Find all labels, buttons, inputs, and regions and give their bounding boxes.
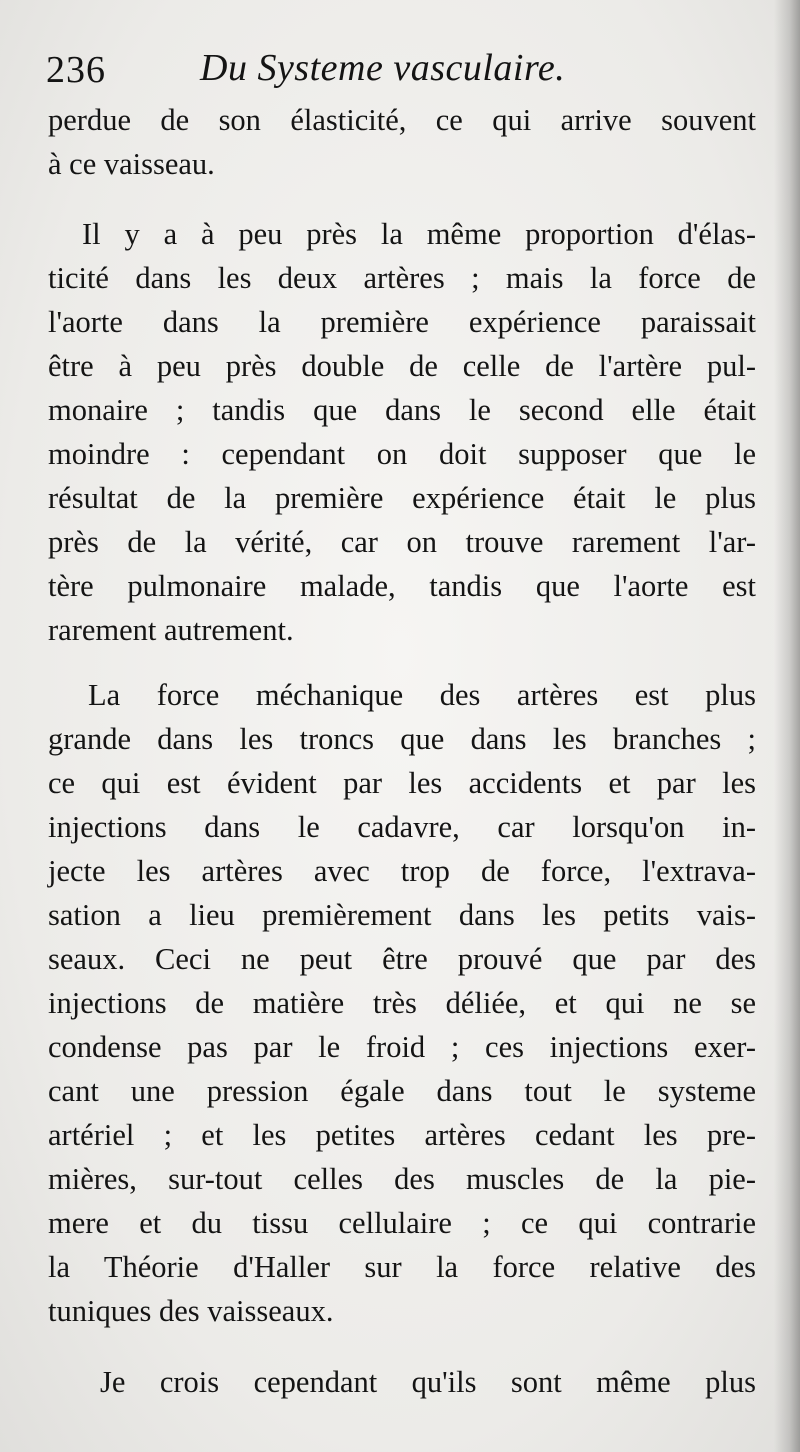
text-line: tère pulmonaire malade, tandis que l'aorte est xyxy=(48,569,756,603)
text-line: cant une pression égale dans tout le systeme xyxy=(48,1074,756,1108)
paragraph-2 xyxy=(48,212,756,652)
text-line: injections dans le cadavre, car lorsqu'on in- xyxy=(48,810,756,844)
text-line: près de la vérité, car on trouve rarement l'ar- xyxy=(48,525,756,559)
paragraph-3 xyxy=(48,673,756,1333)
text-line: injections de matière très déliée, et qui ne se xyxy=(48,986,756,1020)
text-line: condense pas par le froid ; ces injections exer- xyxy=(48,1030,756,1064)
page-header xyxy=(40,42,760,98)
text-line: être à peu près double de celle de l'artère pul- xyxy=(48,349,756,383)
text-line: mere et du tissu cellulaire ; ce qui contrarie xyxy=(48,1206,756,1240)
text-line: sation a lieu premièrement dans les petits vais- xyxy=(48,898,756,932)
text-line: jecte les artères avec trop de force, l'extrava- xyxy=(48,854,756,888)
text-line: l'aorte dans la première expérience paraissait xyxy=(48,305,756,339)
text-line: ticité dans les deux artères ; mais la force de xyxy=(48,261,756,295)
text-line: Je crois cependant qu'ils sont même plus xyxy=(100,1365,756,1399)
paragraph-1 xyxy=(48,98,756,186)
running-title: Du Systeme vasculaire. xyxy=(200,47,566,89)
text-line: ce qui est évident par les accidents et par les xyxy=(48,766,756,800)
text-line: à ce vaisseau. xyxy=(48,147,215,181)
page-edge-shadow xyxy=(774,0,800,1452)
text-line: grande dans les troncs que dans les branches ; xyxy=(48,722,756,756)
text-line: moindre : cependant on doit supposer que le xyxy=(48,437,756,471)
text-line: monaire ; tandis que dans le second elle était xyxy=(48,393,756,427)
text-line: rarement autrement. xyxy=(48,613,294,647)
text-line: la Théorie d'Haller sur la force relative des xyxy=(48,1250,756,1284)
text-line: tuniques des vaisseaux. xyxy=(48,1294,334,1328)
text-line: La force méchanique des artères est plus xyxy=(88,678,756,712)
text-line: mières, sur-tout celles des muscles de la pie- xyxy=(48,1162,756,1196)
text-line: perdue de son élasticité, ce qui arrive souvent xyxy=(48,103,756,137)
text-line: seaux. Ceci ne peut être prouvé que par des xyxy=(48,942,756,976)
text-line: artériel ; et les petites artères cedant les pre- xyxy=(48,1118,756,1152)
text-line: résultat de la première expérience était le plus xyxy=(48,481,756,515)
page-number: 236 xyxy=(46,49,106,91)
paragraph-4 xyxy=(48,1360,756,1404)
text-line: Il y a à peu près la même proportion d'élas- xyxy=(82,217,756,251)
